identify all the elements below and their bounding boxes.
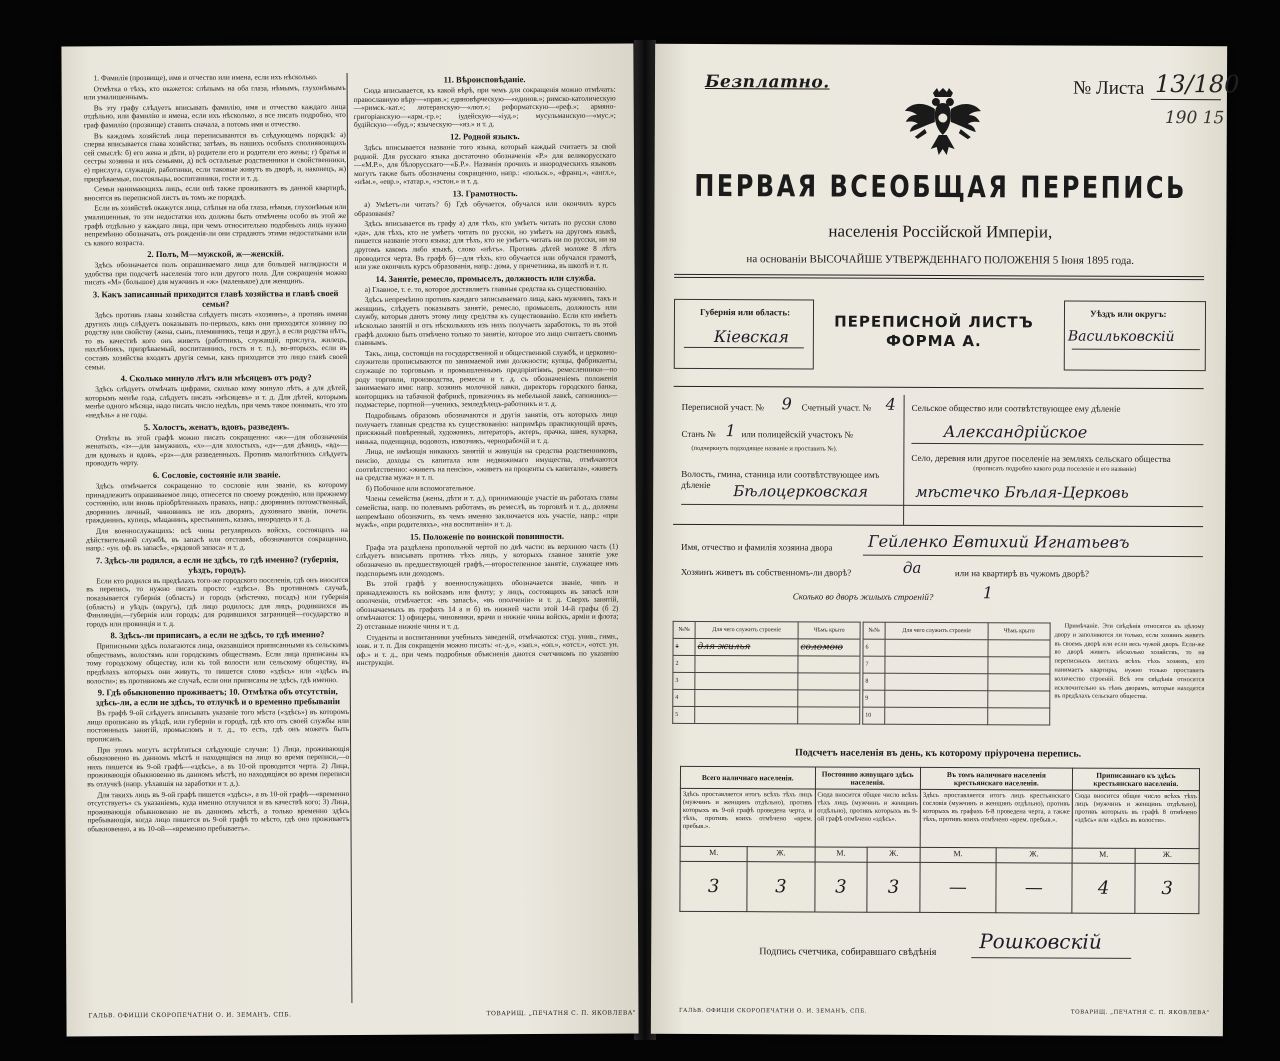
instruction-heading: 13. Грамотность. — [452, 188, 518, 199]
instruction-paragraph: При этомъ могутъ встрѣтиться слѣдующіе случаи: 1) Лица, проживающія обыкновенно въ данномъ мѣстѣ и находящіяся на лицо во время переписи,—о нихъ пишется въ 9-ой графѣ—«здѣсь», а въ 10-ой проводится черта. 2) Лица, проживающія обыкновенно въ данномъ мѣстѣ, но находящіяся во время переписи въ отлучкѣ (напр. уѣхавшія на заработки и т. д.). — [87, 743, 350, 789]
instruction-paragraph: б) Побочное или вспомогательное. — [365, 483, 476, 493]
building-use-cell — [885, 656, 988, 673]
instruction-heading: 5. Холостъ, женатъ, вдовъ, разведенъ. — [143, 420, 290, 432]
document-title: ПЕРВАЯ ВСЕОБЩАЯ ПЕРЕПИСЬ — [694, 168, 1187, 206]
counter-signature-value: Рошковскій — [979, 929, 1102, 954]
building-row — [863, 639, 1050, 657]
female-column-label: Ж. — [747, 847, 814, 862]
female-count-value: 3 — [867, 862, 920, 912]
village-label: Село, деревня или другое поселеніе на земляхъ сельскаго общества — [911, 452, 1171, 465]
male-column-label: М. — [920, 847, 996, 862]
instruction-paragraph: Здѣсь слѣдуетъ отмѣчать цифрами, сколько кому минуло лѣтъ, а для дѣтей, которымъ менѣе года, слѣдуетъ писать «мѣсяцевъ» и т. д. Для дѣтей, которымъ менѣе одного мѣсяца, надо писать число недѣль, при чемъ такое понимать, что это «недѣль» а не годы. — [85, 383, 348, 420]
buildings-table-right — [862, 622, 1050, 726]
building-use-cell — [695, 672, 798, 689]
building-roof-cell — [988, 708, 1050, 725]
buildings-value: 1 — [982, 583, 993, 603]
instruction-paragraph: Студенты и воспитанники учебныхъ заведеній, отмѣчаются: студ. унив., гимн., юнк. и т. п. Для сокращенія можно писать: «г.-д.», «зап.», «оп.», «отст.», «отст. ун. оф.» и т. д., при чемъ подробныя объясненія даются счетчикомъ по указанію инструкціи. — [356, 631, 619, 668]
volost-label: Волость, гмина, станица или соотвѣтствующее имъ дѣленіе — [681, 468, 880, 491]
sheet-number-underline — [1151, 99, 1221, 100]
rural-society-label: Сельское общество или соотвѣтствующее ему дѣленіе — [911, 402, 1121, 414]
female-count-value: — — [996, 863, 1072, 913]
district-label: Уѣздъ или округъ: — [1089, 308, 1167, 319]
instructions-column-right — [354, 72, 619, 670]
male-count-value: — — [920, 862, 996, 912]
buildings-header-num: №№ — [863, 622, 885, 639]
census-area-label: Переписной участ. № — [681, 401, 764, 413]
volost-village-underline — [681, 504, 1203, 507]
stan-label: Станъ № — [681, 428, 716, 440]
building-num-cell: 7 — [863, 656, 885, 673]
police-precinct-label: или полицейскій участокъ № — [741, 429, 854, 440]
male-column-label: М. — [815, 847, 868, 862]
building-roof-cell — [988, 640, 1050, 657]
instruction-paragraph: Здѣсь обозначается полъ опрашиваемаго лица для большей наглядности и удобства при подсчетѣ населенія того или другого пола. Для сокращенія можно писать «М» (большое) для мужчинъ и «ж» (маленькое) для женщинъ. — [84, 259, 347, 287]
building-use-cell — [695, 689, 798, 706]
buildings-table-left — [672, 621, 860, 725]
instruction-heading: 15. Положеніе по воинской повинности. — [409, 530, 565, 542]
building-roof-cell — [988, 674, 1050, 691]
count-column-heading: Всего наличнаго населенія. — [680, 766, 815, 789]
instruction-paragraph: Такъ, лица, состоящія на государственной и общественной службѣ, и церковно-служители прописываются по занимаемой ими должности; купцы, фабриканты, служащіе по торговымъ и промышленнымъ предпріятіямъ, ремесленники—по роду торговли, производства, ремесла и т. д. съ обозначеніемъ положенія занимаемаго ими: напр. хозяинъ молочной лавки, директоръ городского банка, конторщикъ на табачной фабрикѣ, приказчикъ въ мебельной лавкѣ, сапожникъ—подмастерье, портной—ученикъ, земледѣлецъ-работникъ и т. д. — [355, 347, 618, 410]
census-area-value: 9 — [781, 394, 792, 414]
rule-top-double — [674, 277, 1204, 280]
building-roof-cell — [988, 657, 1050, 674]
instruction-paragraph: Отвѣты въ этой графѣ можно писать сокращенно: «ж»—для обозначенія женатыхъ, «з»—для замужнихъ, «х»—для холостыхъ, «д»—для дѣвицъ, «вд»—для вдовыхъ и вдовъ, «рз»—для разведенныхъ. Противъ малолѣтнихъ слѣдуетъ проводить черту. — [85, 431, 348, 468]
building-row — [863, 690, 1050, 708]
buildings-header-num: №№ — [673, 621, 695, 638]
building-row — [863, 673, 1050, 691]
instruction-heading: 12. Родной языкъ. — [450, 131, 520, 142]
female-column-label: Ж. — [996, 848, 1072, 863]
instruction-heading: 8. Здѣсь-ли приписанъ, а если не здѣсь, то гдѣ именно? — [110, 629, 325, 641]
count-column-description: Сюда вносится общее число всѣхъ тѣхъ лицъ (мужчинъ и женщинъ отдѣльно), противъ которыхъ въ графѣ 8 отмѣчено «здѣсь» или «здѣсь въ волости». — [1072, 790, 1199, 849]
count-column-heading: Приписаннаго къ здѣсь крестьянскаго населенія. — [1072, 768, 1199, 791]
owner-value: Гейленко Евтихий Игнатьевъ — [867, 531, 1130, 552]
instruction-paragraph: Графа эта раздѣлена пропольной чертой по двѣ части: въ верхнюю часть (1) слѣдуетъ вписывать противъ тѣхъ лицъ, у которыхъ главное занятіе уже обозначено въ предшествующей графѣ,—второстепенное занятіе, служащее имъ подспорьемъ или доходомъ. — [356, 541, 619, 578]
building-num-cell: 3 — [673, 672, 695, 689]
building-row — [863, 656, 1050, 674]
buildings-header-roof: Чѣмъ крыто — [988, 623, 1050, 640]
form-title-line-2: ФОРМА А. — [885, 331, 982, 351]
instruction-paragraph: Здѣсь противъ главы хозяйства слѣдуетъ писать «хозяинъ», а противъ имени другихъ лицъ слѣдуетъ показывать по-первыхъ, какъ они приходятся хозяину по родству или свойству (жена, сынъ, племянникъ, теща и друг.), а если родства нѣтъ, то въ качествѣ кого онъ живетъ (работникъ, служащій, прислуга, жилецъ, нахлѣбникъ, призрѣваемый, воспитанникъ, гость и т. п.), во-вторыхъ, если въ составъ хозяйства входятъ другія семьи, какъ приходится это лицо главѣ своей семьи. — [84, 309, 348, 372]
rule-address — [673, 524, 1203, 527]
instruction-paragraph: Члены семейства (жены, дѣти и т. д.), принимающіе участіе въ работахъ главы семейства, напр. по полевымъ работамъ, въ ремеслѣ, въ торговлѣ и т. д., должны непремѣнно обозначить, въ чемъ именно заключается ихъ участіе, напр.: «при мужѣ», «при родителяхъ», «на воспитаніи» и т. д. — [355, 492, 618, 530]
building-use-cell — [885, 690, 988, 707]
buildings-header-use: Для чего служитъ строеніе — [695, 621, 798, 638]
building-roof-cell — [988, 691, 1050, 708]
building-row — [673, 689, 860, 707]
instruction-paragraph: Въ каждомъ хозяйствѣ лица переписываются въ слѣдующемъ порядкѣ: а) сперва вписывается глава хозяйства; затѣмъ, въ нашихъ особыхъ сполнявоищихъ сей смыслѣ: б) его жена и дѣти, в) родители его и родители его жены; г) братья и сестры хозяина и ихъ семьями, д) всѣ остальные родственники и свойственники, е) прислуга, служащіе, работники, если таковые живутъ въ дворѣ, и, наконецъ, ж) призрѣваемые, постояльцы, воспитанники, гости и т. д. — [83, 129, 347, 183]
building-roof-cell — [798, 707, 860, 724]
counter-signature-label: Подпись счетчика, собиравшаго свѣдѣнія — [759, 946, 937, 958]
instruction-heading: 11. Вѣроисповѣданіе. — [443, 74, 526, 85]
instruction-paragraph: а) Умѣетъ-ли читать? б) Гдѣ обучается, обучался или окончилъ курсъ образованія? — [354, 198, 617, 218]
building-row — [673, 672, 860, 690]
form-title-line-1: ПЕРЕПИСНОЙ ЛИСТЪ — [834, 312, 1034, 332]
instruction-paragraph: Если въ хозяйствѣ окажутся лица, слѣпыя на оба глаза, нѣмыя, глухонѣмыя или умалишенныя, то эти недостатки ихъ должны быть отмѣчены особо въ этой же графѣ отдѣльно у каждаго лица, при чемъ относительно подобныхъ лицъ нужно непремѣнно обозначать, отъ рожденія-ли они страдаютъ этими недостатками или съ какого возраста. — [84, 202, 347, 248]
instruction-heading: 14. Занятіе, ремесло, промыселъ, должность или служба. — [375, 272, 596, 284]
owner-label: Имя, отчество и фамилія хозяина двора — [680, 541, 833, 553]
instruction-paragraph: Здѣсь вписывается въ графу а) для тѣхъ, кто умѣетъ читать по русски слово «да», для тѣхъ, кто не умѣетъ читать по русски, но умѣетъ на другомъ языкѣ, пишется названіе этого языка; для тѣхъ, кто не умѣетъ читать ни по русски, ни на другомъ какомъ либо языкѣ, слово «нѣтъ». Противъ дѣтей моложе 8 лѣтъ проводится черта. Въ графѣ б)—для тѣхъ, кто обучается или обучался грамотѣ, или уже окончилъ курсъ образованія, напр.: дома, у причетника, въ школѣ и т. п. — [354, 217, 617, 272]
building-roof-cell — [798, 673, 860, 690]
province-value: Кіевская — [713, 327, 789, 347]
female-count-value: 3 — [747, 862, 814, 912]
instruction-paragraph: Для военнослужащихъ: всѣ чины регулярныхъ войскъ, состоящихъ на дѣйствительной службѣ, въ запасѣ или отставкѣ, обозначаются сокращенно, напр.: «ун. оф. въ запасѣ», «рядовой запаса» и т. д. — [85, 524, 349, 553]
legal-basis-line: на основаніи ВЫСОЧАЙШЕ УТВЕРЖДЕННАГО ПОЛОЖЕНІЯ 5 Іюня 1895 года. — [746, 253, 1135, 267]
building-num-cell: 1 — [673, 638, 695, 655]
instructions-column-left — [84, 73, 350, 836]
building-row — [673, 655, 860, 673]
male-column-label: М. — [1072, 848, 1136, 863]
instruction-paragraph: Въ графѣ 9-ой слѣдуетъ вписывать указаніе того мѣста («здѣсь») въ которомъ лицо прописано въ уѣздѣ, или губерніи и городѣ, гдѣ кто отъ своей службы или постоянныхъ занятій, промысломъ и т. д., то есть, гдѣ онъ можетъ быть прописанъ. — [86, 707, 350, 744]
male-column-label: М. — [680, 846, 747, 861]
imperial-eagle-emblem-icon — [903, 85, 983, 165]
counter-signature-underline — [971, 957, 1131, 959]
building-use-cell — [885, 707, 988, 724]
building-row — [863, 707, 1050, 725]
building-use-cell — [695, 655, 798, 672]
instruction-paragraph: Сюда вписывается, къ какой вѣрѣ, при чемъ для сокращенія можно отмѣчать: православную вѣру—«прав.»; единовѣрческую—«единов.»; римско-католическую—«римск.-кат.»; лютеранскую—«лют.»; реформатскую—«реф.»; армяно-григоріанскую—«арм.-гр.»; іудейскую—«іуд.»; мусульманскую—«мус.»; будійскую—«буд.»; языческую—«яз.» и т. д. — [353, 84, 616, 130]
instruction-paragraph: Здѣсь непремѣнно противъ каждаго записываемаго лица, какъ мужчинъ, такъ и женщинъ, слѣдуетъ показывать занятіе, ремесло, промыселъ, должность или службу, которыя даютъ этому лицу средства къ существованію. Если кто имѣетъ нѣсколько занятій и отъ нѣсколькихъ изъ нихъ получаетъ заработокъ, то въ этой графѣ должно быть отмѣчено только то занятіе, которое это лицо считаетъ своимъ главнымъ. — [354, 293, 617, 348]
rural-society-underline — [911, 443, 1203, 445]
instruction-paragraph: Подробнымъ образомъ обозначаются и другія занятія, отъ которыхъ лицо получаетъ главныя средства къ существованію: напримѣръ практикующій врачъ, присяжный повѣренный, художникъ, литераторъ, актеръ, прачка, швея, кухарка, нянька, поденщица, водовозъ, извозчикъ, чернорабочій и т. д. — [355, 409, 618, 446]
instruction-paragraph: а) Главное, т. е. то, которое доставляетъ главныя средства къ существованію. — [364, 283, 607, 294]
printer-imprint-right: ТОВАРИЩ. „ПЕЧАТНЯ С. П. ЯКОВЛЕВА" — [1070, 1009, 1210, 1017]
male-count-value: 3 — [680, 861, 747, 911]
count-column-description: Здѣсь проставляется итогъ всѣхъ тѣхъ лицъ (мужчинъ и женщинъ отдѣльно), противъ которыхъ въ 9-ой графѣ проведена черта, и тѣхъ, противъ коихъ отмѣчено «врем. пребыв.». — [680, 788, 815, 847]
count-column-description: Сюда вносится общее число всѣхъ тѣхъ лицъ (мужчинъ и женщинъ отдѣльно), противъ которыхъ въ 9-ой графѣ отмѣчено «здѣсь». — [815, 789, 921, 847]
district-value: Васильковскій — [1067, 328, 1175, 346]
free-of-charge-label: Безплатно. — [704, 71, 830, 93]
male-count-value: 3 — [814, 862, 867, 912]
instruction-paragraph: Въ этой графѣ у военнослужащихъ обозначается званіе, чинъ и принадлежность къ войскамъ или флоту; у лицъ, состоящихъ въ запасѣ или ополченіи, отмѣчается: «въ запасѣ», «въ ополченіи» и т. д. Сверхъ занятій, обозначаемыхъ въ графахъ 14 а и б) въ нижней части этой 14-й графы (б 2) отмѣчаются: 1) офицеры, чиновники, врачи и нижніе чины войскъ, армін и флота; 2) отставные нижніе чины и т. д. — [356, 577, 619, 632]
population-count-table — [679, 766, 1200, 914]
instruction-paragraph: Приписными здѣсь полагаются лица, оказавшіяся приписанными къ сельскимъ обществамъ, волостямъ или городскимъ обществамъ. Если лица приписаны къ тому городскому обществу, или къ той волости или сельскому обществу, въ предѣлахъ которыхъ они живутъ, то пишется слово «здѣсь» или «здѣсь въ волости»; въ противномъ же случаѣ, если они приписаны не здѣсь, гдѣ именно. — [86, 640, 349, 686]
volost-value: Бѣлоцерковская — [733, 482, 868, 501]
owner-underline — [863, 555, 1203, 557]
female-column-label: Ж. — [867, 847, 920, 862]
left-page-instructions — [61, 44, 638, 1037]
buildings-label: Сколько во дворъ жилыхъ строеній? — [792, 591, 934, 602]
village-instruction: (прописать подробно какого рода поселеніе и его названіе) — [973, 465, 1137, 473]
sheet-number-label: № Листа — [1072, 77, 1145, 99]
document-subtitle: населенія Россійской Имперіи, — [828, 221, 1053, 242]
underline-instruction: (подчеркнуть подходящее названіе и проставить №). — [691, 444, 838, 453]
female-count-value: 3 — [1135, 863, 1199, 913]
building-num-cell: 4 — [673, 689, 695, 706]
archive-note: 190 15 — [1164, 107, 1225, 129]
building-num-cell: 8 — [863, 673, 885, 690]
building-roof-cell: соломою — [798, 639, 860, 656]
stan-value: 1 — [725, 421, 736, 441]
building-use-cell — [695, 706, 798, 723]
residence-own-label: Хозяинъ живетъ въ собственномъ-ли дворѣ? — [680, 566, 852, 578]
instruction-paragraph: Отмѣтка о тѣхъ, кто окажется: слѣпымъ на оба глаза, нѣмымъ, глухонѣмымъ или умалишеннымъ. — [83, 82, 346, 102]
residence-own-value: да — [902, 558, 922, 577]
building-use-cell — [885, 673, 988, 690]
rule-header — [674, 386, 1204, 389]
printer-imprint-right: ТОВАРИЩ. „ПЕЧАТНЯ С. П. ЯКОВЛЕВА" — [486, 1009, 637, 1018]
instruction-paragraph: Здѣсь вписывается названіе того языка, который каждый считаетъ за свой родной. Для русскаго языка достаточно обозначенія «Р.» для великорусскаго—«М.Р.», для бѣлорусскаго—«Б.Р.». Названія прочихъ и инородческихъ языковъ могутъ также быть обозначены сокращенно, напр.: «польск.», «франц.», «англ.», «нѣм.», «евр.», «татар.», «эстон.» и т. д. — [353, 141, 617, 187]
instruction-paragraph: Лица, не имѣющія никакихъ занятій и живущія на средства родственниковъ, пенсію, доходы съ капитала или недвижимаго имущества, отмѣчаются соотвѣтственно: «живетъ на пенсію», «живетъ на проценты съ капитала», «живетъ на средства мужа» и т. п. — [355, 445, 618, 483]
printer-imprint-left: ГАЛЬВ. ОФИЦІИ СКОРОПЕЧАТНИ О. И. ЗЕМАНЪ, СПБ. — [678, 1007, 867, 1015]
province-label: Губернія или область: — [699, 306, 791, 318]
count-column-description: Здѣсь проставляется итогъ лицъ крестьянскаго сословія (мужчинъ и женщинъ отдѣльно), противъ которыхъ въ графахъ 6-8 проведена черта, а также тѣхъ, противъ коихъ отмѣчено «врем. пребыв.». — [920, 789, 1072, 848]
sheet-number-value: 13/180 — [1154, 69, 1240, 99]
counter-area-label: Счетный участ. № — [801, 402, 872, 413]
instruction-paragraph: Здѣсь отмѣчается сокращенно то сословіе или званіе, къ которому принадлежитъ опрашиваемое лицо, отнесется по своему рожденію, или прежнему состоянію, или вновь пріобрѣтенныхъ правахъ, напр.: дворянинъ потомственный, дворянинъ личный, чиновникъ не изъ дворянъ, духовнаго званія, почетн. гражданинъ, купецъ, мѣщанинъ, крестьянинъ, казакъ, инородецъ и т. д. — [85, 479, 348, 525]
instruction-heading: 3. Какъ записанный приходится главѣ хозяйства и главѣ своей семьи? — [92, 288, 339, 309]
building-num-cell: 9 — [863, 690, 885, 707]
printer-imprint-left: ГАЛЬВ. ОФИЦІИ СКОРОПЕЧАТНИ О. И. ЗЕМАНЪ, СПБ. — [88, 1011, 292, 1020]
instruction-paragraph: Если кто родился въ предѣлахъ того-же городского поселенія, гдѣ онъ вносится въ перепись, то нужно писать просто: «здѣсь». Въ противномъ случаѣ, показывается губернія (область) и городъ (мѣстечко, посадъ) или губернія (область) и уѣздъ (округъ), гдѣ лицо родилось; для лицъ, родившихся въ Финляндіи,—губернія или городъ; для родившихся заграницей—государство и городъ или провинція и т. д. — [86, 574, 349, 629]
instruction-heading: 7. Здѣсь-ли родился, а если не здѣсь, то гдѣ именно? (губернія, уѣздъ, городъ). — [95, 553, 339, 575]
instruction-heading: 9. Гдѣ обыкновенно проживаетъ; 10. Отмѣтка объ отсутствіи, здѣсь-ли, а если не здѣсь, то отлучкѣ и о временно пребываніи — [95, 686, 340, 708]
building-row — [673, 638, 860, 656]
building-num-cell: 6 — [863, 639, 885, 656]
instruction-paragraph: Для такихъ лицъ въ 9-ой графѣ пишется «здѣсь», а въ 10-ой графѣ—«временно отсутствуетъ» съ указаніемъ, куда именно отлучился и въ качествѣ кого; 3) Лица, проживающія обыкновенно не въ данномъ мѣстѣ, а только временно здѣсь пребывающія, когда лицо пишется въ 9-ой графѣ то мѣсто, гдѣ оно проживаетъ обыкновенно, а въ 10-ой—«временно пребываетъ». — [87, 788, 350, 834]
form-title — [812, 312, 1056, 351]
building-num-cell: 2 — [673, 655, 695, 672]
counter-area-value: 4 — [885, 394, 896, 414]
count-column-heading: Въ томъ наличнаго населенія крестьянскаго населенія. — [920, 767, 1072, 790]
building-num-cell: 10 — [863, 707, 885, 724]
building-num-cell: 5 — [673, 706, 695, 723]
instruction-heading: 2. Полъ, М—мужской, ж—женскій. — [147, 248, 284, 260]
village-value: мѣстечко Бѣлая-Церковь — [915, 482, 1129, 502]
residence-rented-label: или на квартирѣ въ чужомъ дворѣ? — [954, 568, 1089, 579]
count-column-heading: Постоянно живущаго здѣсь населенія. — [815, 767, 921, 789]
instruction-heading: 4. Сколько минуло лѣтъ или мѣсяцевъ отъ роду? — [120, 372, 312, 384]
building-use-cell: для жилья — [695, 638, 798, 655]
building-row — [673, 706, 860, 724]
male-count-value: 4 — [1072, 863, 1136, 913]
building-roof-cell — [798, 656, 860, 673]
buildings-footnote: Примѣчаніе. Эти свѣдѣнія относятся къ цѣлому двору и заполняются ли только, если хозяинъ живетъ въ своемъ дворѣ или если весь чужой дворъ. Если-же во дворѣ живетъ нѣсколько хозяйствъ, то на переписныхъ листахъ всѣхъ тѣхъ хозяевъ, кто нанимаетъ квартиры, нужно только проставить количество строеній. Всѣ эти свѣдѣнія относятся исключительно къ тѣмъ дворамъ, которые находятся въ предѣлахъ сельскаго общества. — [1054, 622, 1205, 701]
building-use-cell — [885, 639, 988, 656]
buildings-header-use: Для чего служитъ строеніе — [885, 622, 988, 639]
instruction-paragraph: Семьи нанимающихъ лицъ, если онѣ также проживаютъ въ данной квартирѣ, вносятся въ переписной листъ въ томъ же порядкѣ. — [84, 183, 347, 203]
rural-society-value: Александрійское — [943, 422, 1088, 442]
instruction-paragraph: 1. Фамилія (прозвище), имя и отчество или имена, если ихъ нѣсколько. — [93, 72, 318, 83]
building-roof-cell — [798, 690, 860, 707]
population-count-heading: Подсчетъ населенія въ день, къ которому пріурочена перепись. — [794, 747, 1082, 760]
instruction-paragraph: Въ эту графу слѣдуетъ вписывать фамилію, имя и отчество каждаго лица отдѣльно, или фамилію и имена, если ихъ нѣсколько, а все писать подробно, что граф фамилію (прозвище) ставить сначала, а потомъ имя и отчество. — [83, 101, 346, 130]
buildings-header-roof: Чѣмъ крыто — [798, 622, 860, 639]
right-page-census-form — [651, 44, 1240, 1036]
instruction-heading: 6. Сословіе, состояніе или званіе. — [152, 469, 281, 481]
female-column-label: Ж. — [1135, 848, 1199, 863]
